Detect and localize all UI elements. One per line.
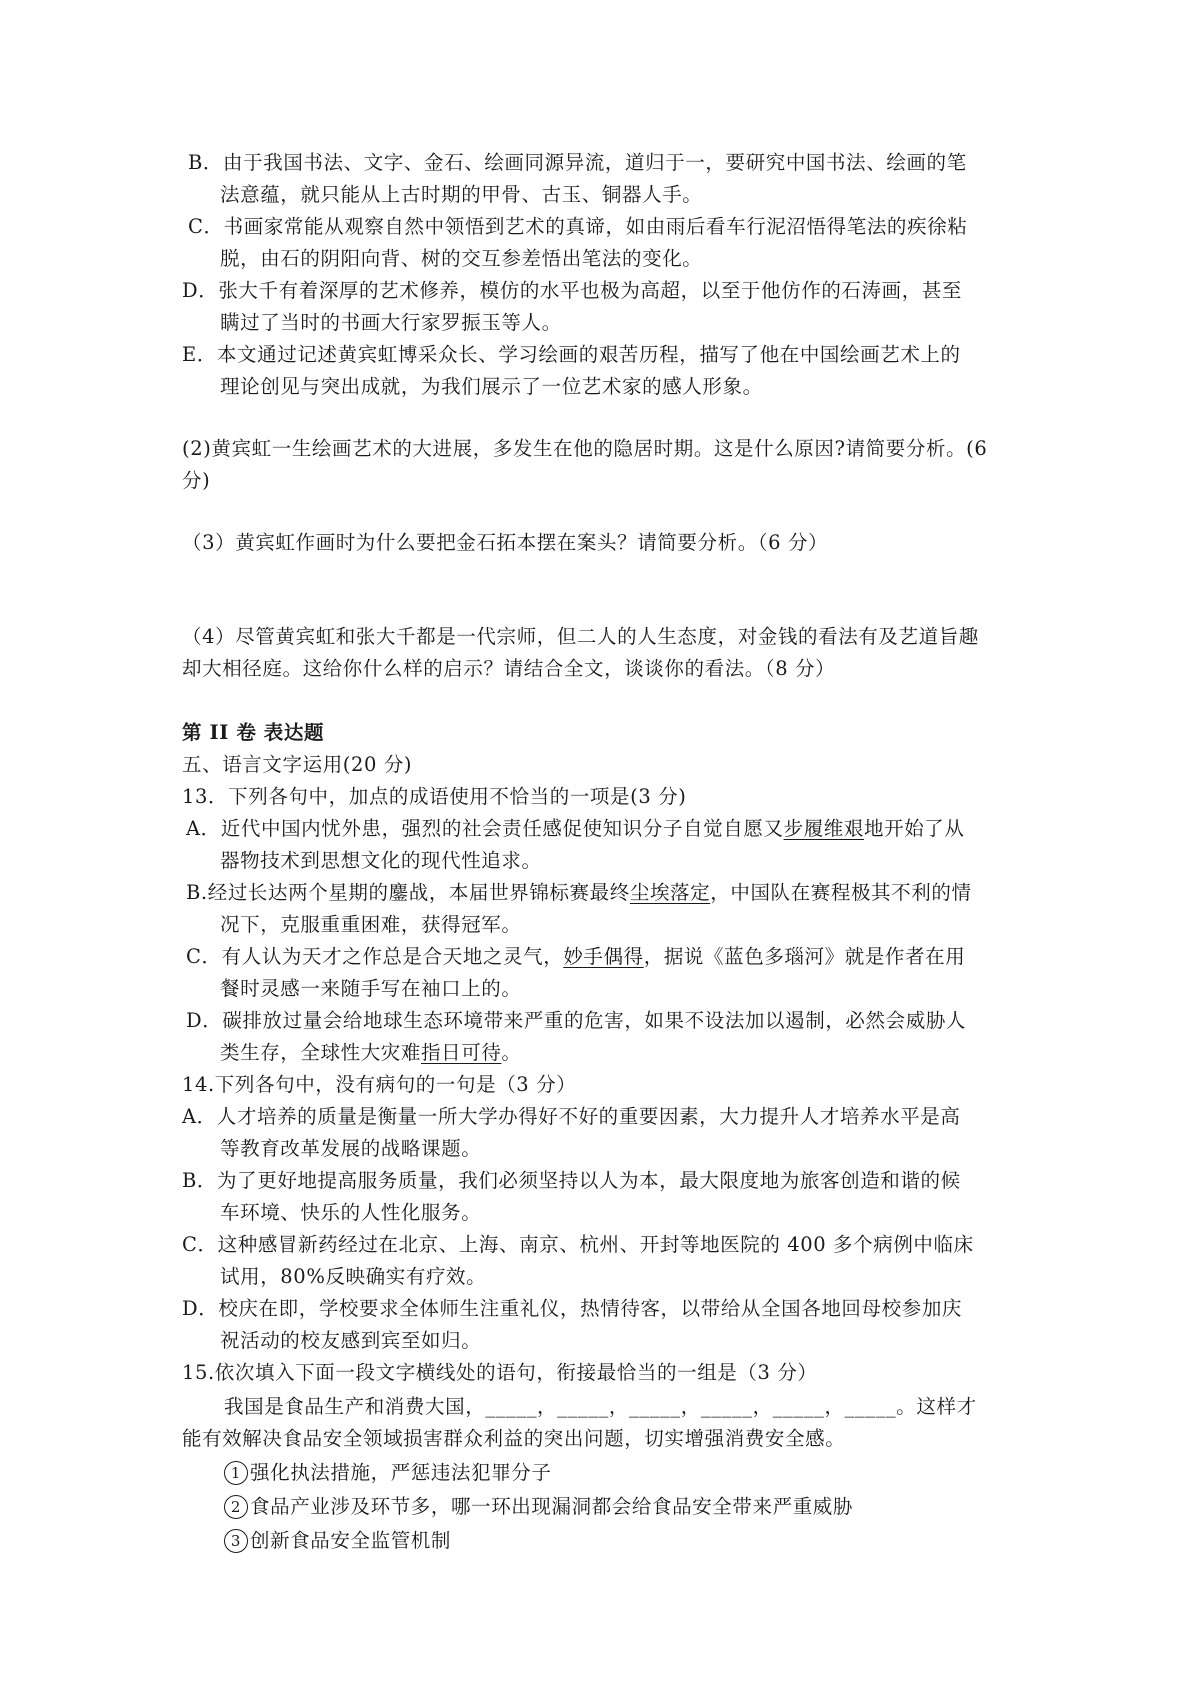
q12-sub2-line1: (2)黄宾虹一生绘画艺术的大进展，多发生在他的隐居时期。这是什么原因?请简要分析。(6: [182, 437, 988, 460]
q13-option-c-line1: C．有人认为天才之作总是合天地之灵气，妙手偶得，据说《蓝色多瑙河》就是作者在用: [186, 945, 966, 968]
q12-option-c-line1: C．书画家常能从观察自然中领悟到艺术的真谛，如由雨后看车行泥沼悟得笔法的疾徐粘: [188, 215, 968, 238]
q14-option-c-line2: 试用，80%反映确实有疗效。: [220, 1265, 487, 1288]
q12-option-c-line2: 脱，由石的阴阳向背、树的交互参差悟出笔法的变化。: [220, 247, 703, 270]
q14-option-b-line2: 车环境、快乐的人性化服务。: [220, 1201, 482, 1224]
q14-option-a-line2: 等教育改革发展的战略课题。: [220, 1137, 482, 1160]
q13-option-c-line2: 餐时灵感一来随手写在袖口上的。: [220, 977, 522, 1000]
q13-stem: 13．下列各句中，加点的成语使用不恰当的一项是(3 分): [182, 785, 687, 808]
circled-number: 1: [224, 1461, 248, 1485]
q14-option-d-line1: D．校庆在即，学校要求全体师生注重礼仪，热情待客，以带给从全国各地回母校参加庆: [182, 1297, 963, 1320]
q14-option-c-line1: C．这种感冒新药经过在北京、上海、南京、杭州、开封等地医院的 400 多个病例中临床: [182, 1233, 974, 1256]
part2-title: 第 II 卷 表达题: [182, 721, 325, 744]
idiom-underlined: 尘埃落定: [629, 881, 711, 904]
q12-sub4-line2: 却大相径庭。这给你什么样的启示？请结合全文，谈谈你的看法。（8 分）: [182, 657, 836, 680]
q15-stem: 15.依次填入下面一段文字横线处的语句，衔接最恰当的一组是（3 分）: [182, 1361, 818, 1384]
q15-passage-line1: 我国是食品生产和消费大国，_____，_____，_____，_____，_____，_____。这样才: [224, 1395, 977, 1418]
q12-sub3: （3）黄宾虹作画时为什么要把金石拓本摆在案头？请简要分析。（6 分）: [182, 531, 829, 554]
q13-option-b-line1: B.经过长达两个星期的鏖战，本届世界锦标赛最终尘埃落定，中国队在赛程极其不利的情: [186, 881, 972, 904]
q14-stem: 14.下列各句中，没有病句的一句是（3 分）: [182, 1073, 577, 1096]
q12-option-d-line1: D．张大千有着深厚的艺术修养，模仿的水平也极为高超，以至于他仿作的石涛画，甚至: [182, 279, 963, 302]
q15-item-3: 3 创新食品安全监管机制: [224, 1526, 451, 1556]
q12-sub4-line1: （4）尽管黄宾虹和张大千都是一代宗师，但二人的人生态度，对金钱的看法有及艺道旨趣: [182, 625, 979, 648]
q13-option-a-line2: 器物技术到思想文化的现代性追求。: [220, 849, 542, 872]
idiom-underlined: 步履维艰: [783, 817, 864, 840]
q12-sub2-line2: 分): [182, 469, 211, 492]
q12-option-b-line1: B．由于我国书法、文字、金石、绘画同源异流，道归于一，要研究中国书法、绘画的笔: [188, 151, 967, 174]
q13-option-a-line1: A．近代中国内忧外患，强烈的社会责任感促使知识分子自觉自愿又步履维艰地开始了从: [186, 817, 965, 840]
q14-option-d-line2: 祝活动的校友感到宾至如归。: [220, 1329, 482, 1352]
q12-option-e-line1: E．本文通过记述黄宾虹博采众长、学习绘画的艰苦历程，描写了他在中国绘画艺术上的: [182, 343, 961, 366]
q13-option-b-line2: 况下，克服重重困难，获得冠军。: [220, 913, 522, 936]
q12-option-e-line2: 理论创见与突出成就，为我们展示了一位艺术家的感人形象。: [220, 375, 763, 398]
q15-passage-line2: 能有效解决食品安全领域损害群众利益的突出问题，切实增强消费安全感。: [182, 1427, 846, 1450]
q12-option-b-line2: 法意蕴，就只能从上古时期的甲骨、古玉、铜器人手。: [220, 183, 703, 206]
q14-option-a-line1: A．人才培养的质量是衡量一所大学办得好不好的重要因素，大力提升人才培养水平是高: [182, 1105, 961, 1128]
q14-option-b-line1: B．为了更好地提高服务质量，我们必须坚持以人为本，最大限度地为旅客创造和谐的候: [182, 1169, 961, 1192]
q15-item-2: 2 食品产业涉及环节多，哪一环出现漏洞都会给食品安全带来严重威胁: [224, 1492, 853, 1522]
q13-option-d-line1: D．碳排放过量会给地球生态环境带来严重的危害，如果不设法加以遏制，必然会威胁人: [186, 1009, 967, 1032]
q12-option-d-line2: 瞒过了当时的书画大行家罗振玉等人。: [220, 311, 562, 334]
q13-option-d-line2: 类生存，全球性大灾难指日可待。: [220, 1041, 522, 1064]
circled-number: 2: [224, 1495, 248, 1519]
q15-item-1: 1 强化执法措施，严惩违法犯罪分子: [224, 1458, 552, 1488]
section5-heading: 五、语言文字运用(20 分): [182, 753, 413, 776]
circled-number: 3: [224, 1529, 248, 1553]
idiom-underlined: 妙手偶得: [563, 945, 644, 968]
idiom-underlined: 指日可待: [421, 1041, 502, 1064]
